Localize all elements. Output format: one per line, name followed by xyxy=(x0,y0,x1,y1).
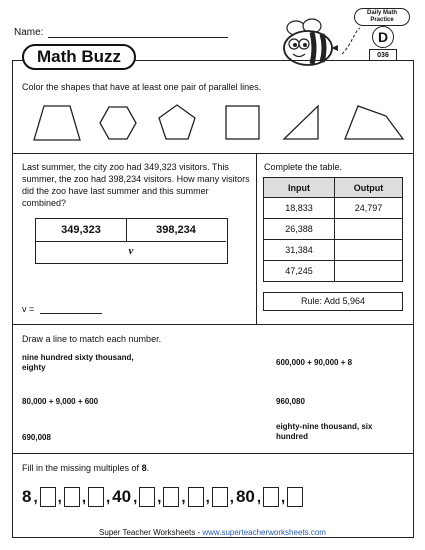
sequence-blank[interactable] xyxy=(64,487,80,507)
divider xyxy=(12,324,414,325)
bar-part-1: 349,323 xyxy=(36,219,127,242)
worksheet-number: 036 xyxy=(369,49,397,61)
match-right-item[interactable]: 600,000 + 90,000 + 8 xyxy=(276,358,353,367)
table-row xyxy=(264,219,403,240)
answer-label: v = xyxy=(22,304,35,314)
table-instruction: Complete the table. xyxy=(264,162,343,172)
table-cell: 18,833 xyxy=(264,198,335,219)
match-right-item[interactable]: 960,080 xyxy=(276,397,305,406)
shapes-instruction: Color the shapes that have at least one pair of parallel lines. xyxy=(22,82,262,92)
sequence-blank[interactable] xyxy=(40,487,56,507)
sequence-blank[interactable] xyxy=(139,487,155,507)
table-cell: 26,388 xyxy=(264,219,335,240)
table-row xyxy=(264,198,403,219)
table-header: Input xyxy=(264,178,335,198)
pentagon-icon[interactable] xyxy=(159,105,195,139)
table-cell: 24,797 xyxy=(335,198,403,219)
square-icon[interactable] xyxy=(226,106,259,139)
divider xyxy=(12,153,414,154)
table-row xyxy=(264,261,403,282)
table-cell: 31,384 xyxy=(264,240,335,261)
sequence-blank[interactable] xyxy=(212,487,228,507)
name-field[interactable] xyxy=(48,37,228,38)
table-header: Output xyxy=(335,178,403,198)
sequence-number: 8 xyxy=(22,487,32,506)
multiples-instruction: Fill in the missing multiples of 8. xyxy=(22,463,150,473)
match-right-item[interactable]: eighty-nine thousand, six hundred xyxy=(276,422,373,441)
level-badge: D xyxy=(372,26,394,48)
name-label: Name: xyxy=(14,27,44,38)
divider xyxy=(256,153,257,324)
word-problem: Last summer, the city zoo had 349,323 visitors. This summer, the zoo had 398,234 visitors. How many visitors did the zoo have last summer and this summer combined? xyxy=(22,162,250,208)
divider xyxy=(12,453,414,454)
footer: Super Teacher Worksheets - www.superteacherworksheets.com xyxy=(99,528,326,537)
sequence-blank[interactable] xyxy=(287,487,303,507)
input-output-table xyxy=(263,177,403,282)
match-left-item[interactable]: 690,008 xyxy=(22,433,51,442)
daily-math-badge: Daily Math Practice xyxy=(354,8,410,26)
answer-cell[interactable] xyxy=(335,261,403,282)
answer-field[interactable] xyxy=(40,313,102,314)
sequence-blank[interactable] xyxy=(88,487,104,507)
page-title: Math Buzz xyxy=(22,44,136,70)
sequence-number: 80 xyxy=(235,487,255,506)
answer-cell[interactable] xyxy=(335,240,403,261)
table-row xyxy=(264,240,403,261)
sequence-number: 40 xyxy=(112,487,132,506)
match-left-item[interactable]: 80,000 + 9,000 + 600 xyxy=(22,397,99,406)
answer-cell[interactable] xyxy=(335,219,403,240)
bar-part-2: 398,234 xyxy=(126,219,226,242)
quadrilateral-icon[interactable] xyxy=(345,106,403,139)
bar-model xyxy=(35,218,228,264)
table-cell: 47,245 xyxy=(264,261,335,282)
match-left-item[interactable]: nine hundred sixty thousand, eighty xyxy=(22,353,134,372)
trapezoid-icon[interactable] xyxy=(34,106,80,140)
sequence-blank[interactable] xyxy=(163,487,179,507)
footer-link[interactable]: www.superteacherworksheets.com xyxy=(202,528,326,537)
matching-instruction: Draw a line to match each number. xyxy=(22,334,162,344)
multiples-sequence: 8 , , , , 40 , , , , , 80 , , xyxy=(22,484,402,510)
bar-total: v xyxy=(128,245,134,257)
rule-box: Rule: Add 5,964 xyxy=(263,292,403,311)
sequence-blank[interactable] xyxy=(263,487,279,507)
hexagon-icon[interactable] xyxy=(100,107,136,139)
sequence-blank[interactable] xyxy=(188,487,204,507)
shapes-row xyxy=(20,102,410,146)
right-triangle-icon[interactable] xyxy=(284,106,318,139)
